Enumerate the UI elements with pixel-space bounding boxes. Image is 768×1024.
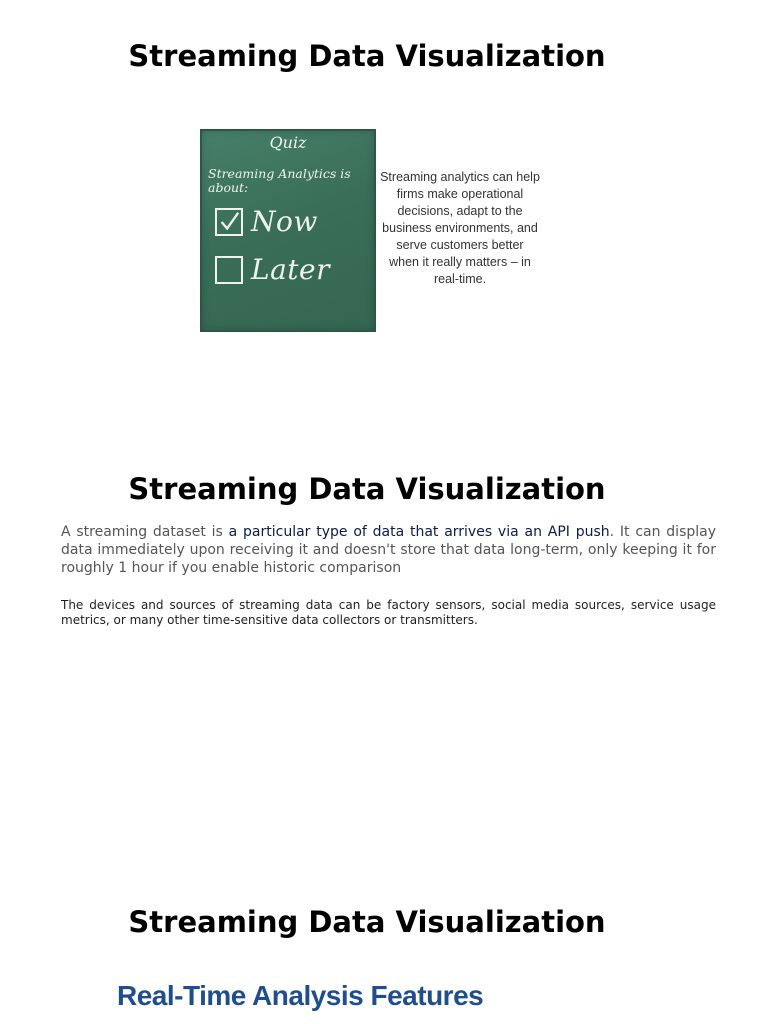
streaming-dataset-description <box>61 523 716 577</box>
slide-1-title: Streaming Data Visualization <box>128 39 606 73</box>
checkbox-empty-icon <box>215 256 243 284</box>
description-text: A streaming dataset is <box>61 524 229 540</box>
quiz-prompt: Streaming Analytics is about: <box>208 166 351 195</box>
real-time-analysis-heading: Real-Time Analysis Features <box>117 980 484 1011</box>
checkbox-checked-icon <box>215 208 243 236</box>
description-highlight: a particular type of data that arrives via an API push <box>228 524 610 540</box>
slide-3-title: Streaming Data Visualization <box>128 905 606 939</box>
slide-2-title: Streaming Data Visualization <box>128 472 606 506</box>
quiz-option-label: Later <box>251 253 330 286</box>
quiz-option-label: Now <box>251 205 318 238</box>
streaming-analytics-caption: Streaming analytics can help firms make operational decisions, adapt to the business environments, and serve customers better when it really matters – in real-time. <box>380 170 540 286</box>
quiz-heading: Quiz <box>269 133 307 152</box>
quiz-option-later <box>215 253 330 286</box>
quiz-chalkboard-image <box>200 129 376 332</box>
streaming-sources-description: The devices and sources of streaming data can be factory sensors, social media sources, service usage metrics, or many other time-sensitive data collectors or transmitters. <box>61 598 716 627</box>
quiz-option-now <box>215 205 318 238</box>
description-text: . It can display data immediately upon receiving it and doesn't store that data long-term, only keeping it for roughly 1 hour if you enable historic comparison <box>61 524 717 576</box>
